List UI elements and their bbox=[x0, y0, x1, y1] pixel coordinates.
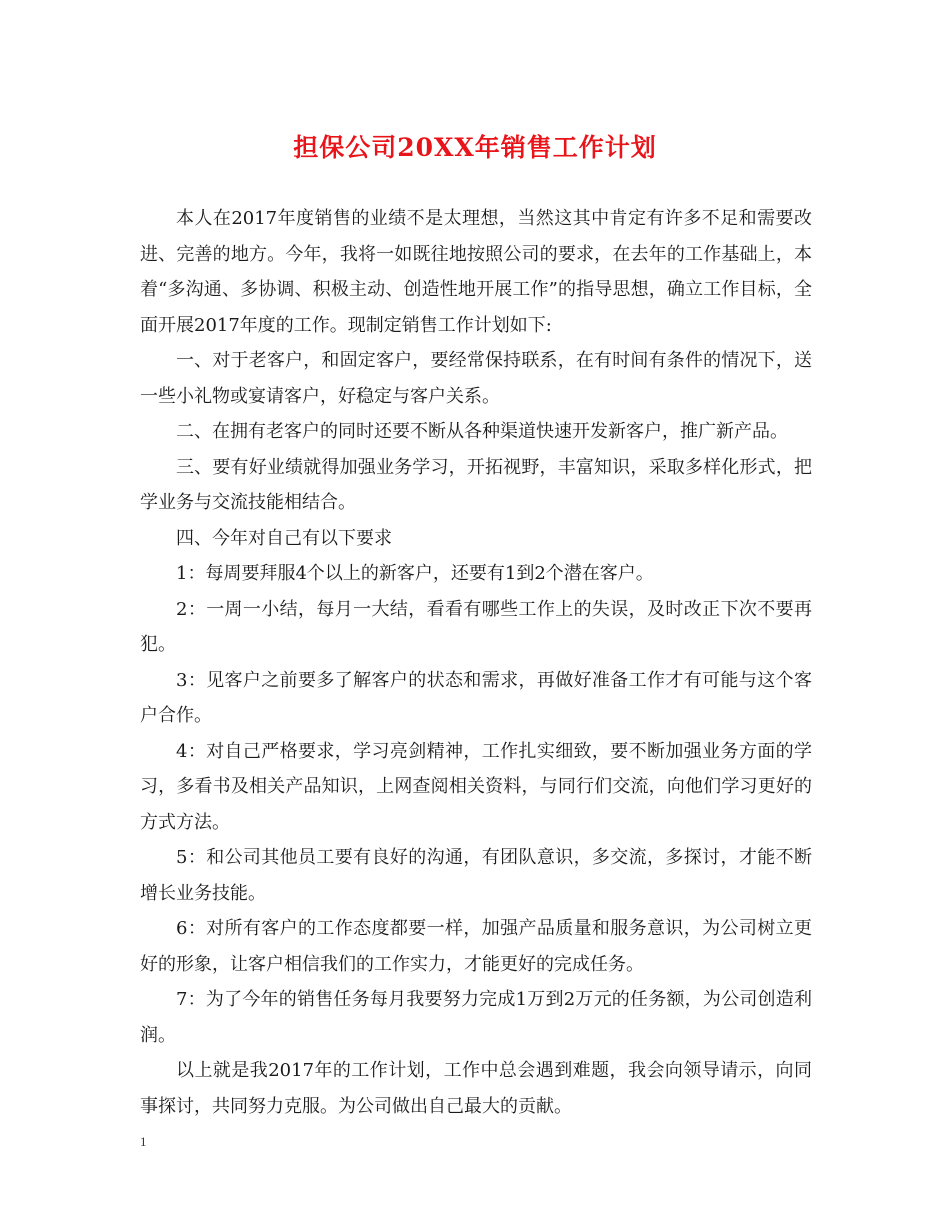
paragraph-requirement-1: 1：每周要拜服4个以上的新客户，还要有1到2个潜在客户。 bbox=[176, 563, 654, 584]
paragraph-item-3: 三、要有好业绩就得加强业务学习，开拓视野，丰富知识，采取多样化形式，把学业务与交流技能相结合。 bbox=[140, 456, 812, 513]
paragraph-requirement-2: 2：一周一小结，每月一大结，看看有哪些工作上的失误，及时改正下次不要再犯。 bbox=[140, 598, 812, 655]
paragraph-requirement-3: 3：见客户之前要多了解客户的状态和需求，再做好准备工作才有可能与这个客户合作。 bbox=[140, 669, 812, 726]
paragraph-requirement-7: 7：为了今年的销售任务每月我要努力完成1万到2万元的任务额，为公司创造利润。 bbox=[140, 989, 812, 1046]
paragraph-conclusion: 以上就是我2017年的工作计划，工作中总会遇到难题，我会向领导请示，向同事探讨，共同努力克服。为公司做出自己最大的贡献。 bbox=[140, 1060, 812, 1117]
document-title: 担保公司20XX年销售工作计划 bbox=[293, 133, 657, 162]
paragraph-requirement-4: 4：对自己严格要求，学习亮剑精神，工作扎实细致，要不断加强业务方面的学习，多看书及相关产品知识，上网查阅相关资料，与同行们交流，向他们学习更好的方式方法。 bbox=[140, 740, 812, 833]
paragraph-requirement-6: 6：对所有客户的工作态度都要一样，加强产品质量和服务意识，为公司树立更好的形象，让客户相信我们的工作实力，才能更好的完成任务。 bbox=[140, 918, 812, 975]
paragraph-item-2: 二、在拥有老客户的同时还要不断从各种渠道快速开发新客户，推广新产品。 bbox=[176, 421, 788, 442]
page-number: 1 bbox=[140, 1134, 147, 1149]
paragraph-intro: 本人在2017年度销售的业绩不是太理想，当然这其中肯定有许多不足和需要改进、完善的地方。今年，我将一如既往地按照公司的要求，在去年的工作基础上，本着“多沟通、多协调、积极主动、创造性地开展工作”的指导思想，确立工作目标，全面开展2017年度的工作。现制定销售工作计划如下: bbox=[140, 208, 812, 336]
paragraph-item-1: 一、对于老客户，和固定客户，要经常保持联系，在有时间有条件的情况下，送一些小礼物或宴请客户，好稳定与客户关系。 bbox=[140, 350, 812, 407]
paragraph-requirement-5: 5：和公司其他员工要有良好的沟通，有团队意识，多交流，多探讨，才能不断增长业务技能。 bbox=[140, 847, 812, 904]
paragraph-item-4: 四、今年对自己有以下要求 bbox=[176, 527, 392, 549]
document-body bbox=[140, 201, 812, 1124]
